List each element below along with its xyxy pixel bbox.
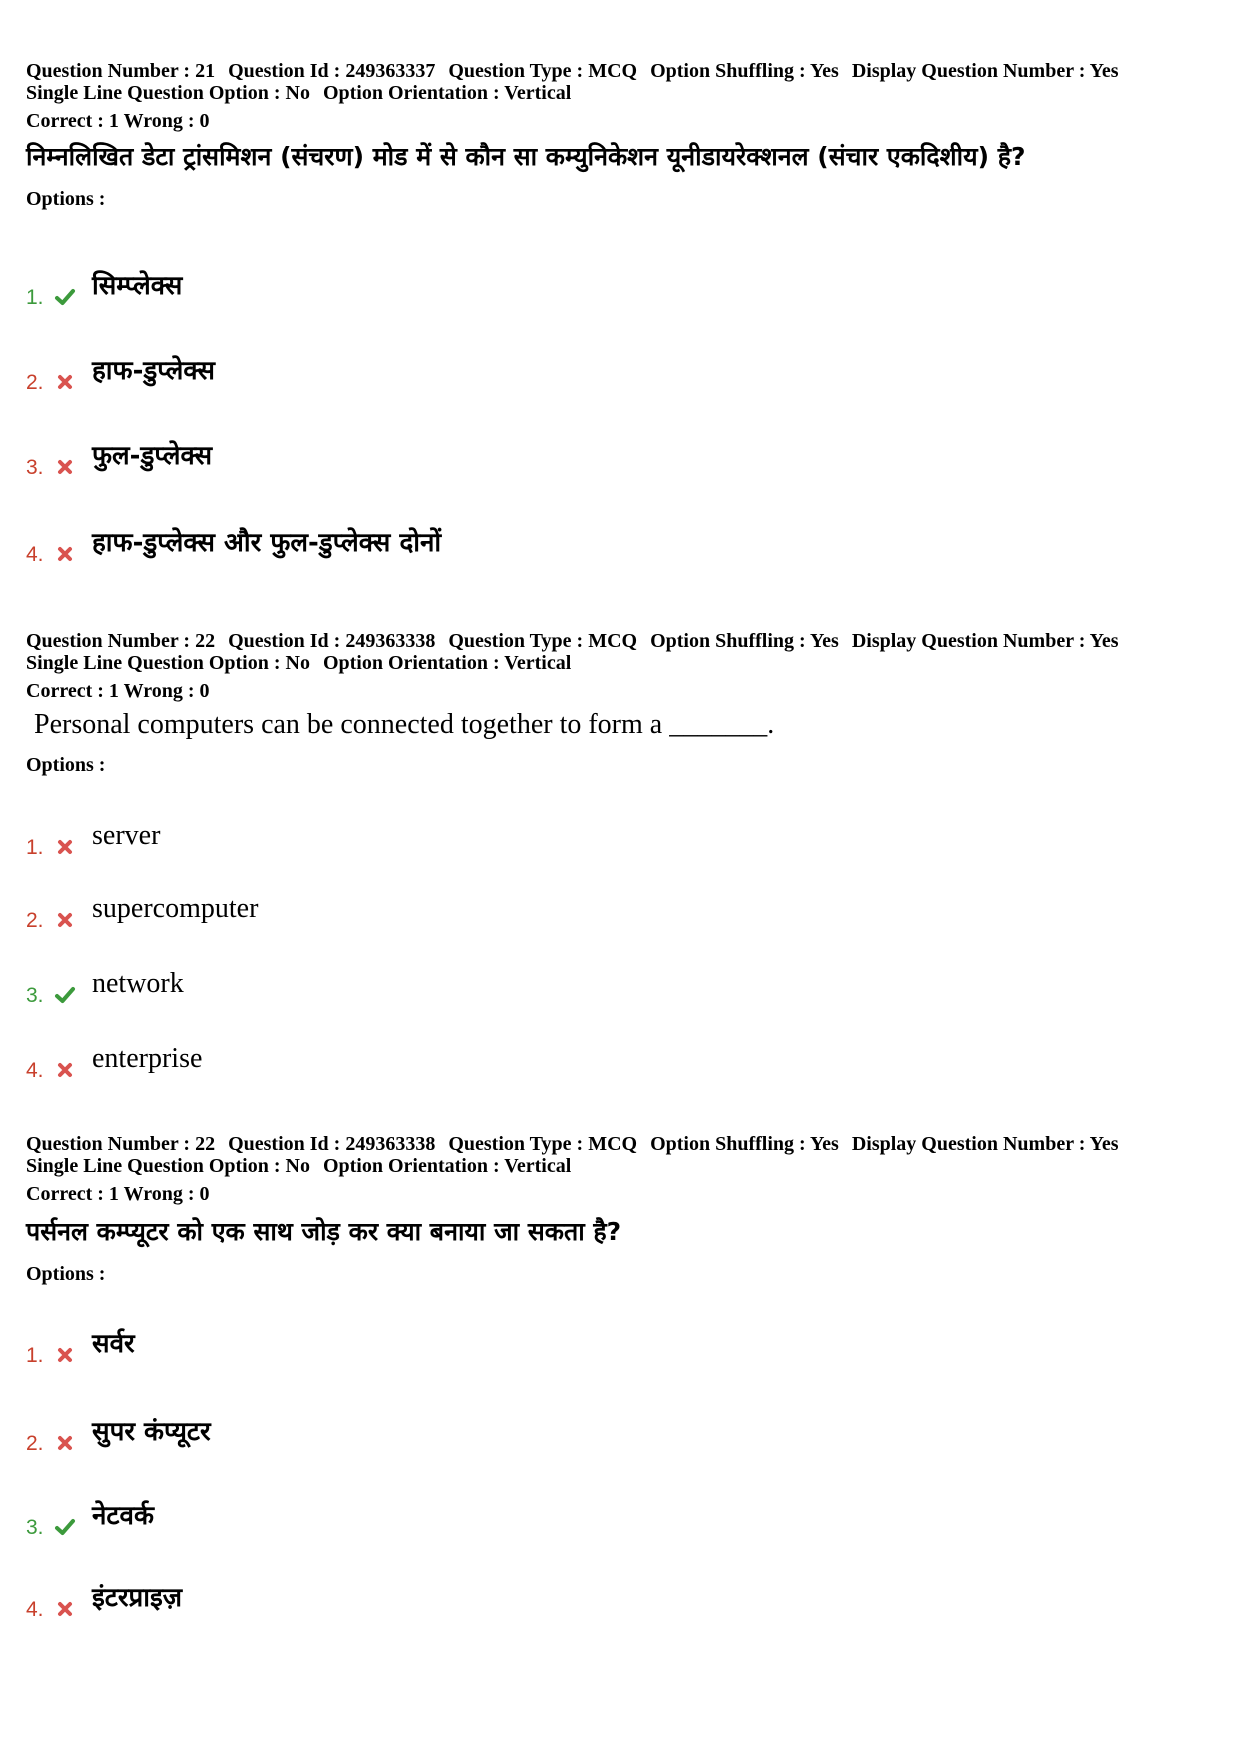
option-number: 2.	[26, 371, 44, 394]
option-text: enterprise	[92, 1043, 203, 1074]
option-number: 2.	[26, 1432, 44, 1455]
question-number-label: Question Number :	[26, 60, 191, 82]
options-label: Options :	[26, 188, 106, 210]
score-line	[26, 680, 1226, 702]
score-line	[26, 110, 1226, 132]
wrong-label: Wrong :	[123, 110, 195, 132]
option-orientation-value: Vertical	[504, 1155, 572, 1177]
question-type-label: Question Type :	[448, 60, 584, 82]
score-line	[26, 1183, 1226, 1205]
cross-icon	[54, 543, 76, 565]
option-orientation-label: Option Orientation :	[322, 82, 500, 104]
display-question-number-label: Display Question Number :	[851, 630, 1086, 652]
single-line-option-label: Single Line Question Option :	[26, 652, 281, 674]
question-type-label: Question Type :	[448, 1133, 584, 1155]
option-item	[26, 1328, 926, 1368]
question-number-label: Question Number :	[26, 1133, 191, 1155]
option-orientation-label: Option Orientation :	[322, 652, 500, 674]
display-question-number-value: Yes	[1089, 1133, 1119, 1155]
options-label: Options :	[26, 754, 106, 776]
option-item	[26, 968, 926, 1008]
question-block-3	[26, 1133, 1226, 1621]
option-number: 4.	[26, 1059, 44, 1082]
cross-icon	[54, 1059, 76, 1081]
option-text: supercomputer	[92, 893, 259, 924]
cross-icon	[54, 909, 76, 931]
correct-label: Correct :	[26, 1183, 104, 1205]
option-text: सिम्प्लेक्स	[92, 271, 183, 301]
correct-value: 1	[108, 110, 119, 132]
option-orientation-value: Vertical	[504, 82, 572, 104]
option-text: नेटवर्क	[92, 1501, 154, 1531]
option-number: 1.	[26, 1344, 44, 1367]
question-block-2	[26, 630, 1226, 1082]
question-type-label: Question Type :	[448, 630, 584, 652]
cross-icon	[54, 836, 76, 858]
option-text: सर्वर	[92, 1329, 135, 1359]
option-number: 1.	[26, 836, 44, 859]
question-id-label: Question Id :	[228, 60, 341, 82]
question-meta	[26, 1133, 1226, 1177]
question-number-label: Question Number :	[26, 630, 191, 652]
single-line-option-value: No	[285, 1155, 310, 1177]
question-id-value: 249363337	[345, 60, 436, 82]
option-shuffling-label: Option Shuffling :	[650, 630, 806, 652]
option-item	[26, 527, 926, 567]
cross-icon	[54, 371, 76, 393]
option-item	[26, 1582, 926, 1622]
question-type-value: MCQ	[588, 1133, 638, 1155]
question-number-value: 22	[195, 630, 216, 652]
correct-label: Correct :	[26, 680, 104, 702]
option-number: 4.	[26, 1598, 44, 1621]
single-line-option-label: Single Line Question Option :	[26, 82, 281, 104]
question-meta	[26, 630, 1226, 674]
option-number: 3.	[26, 456, 44, 479]
wrong-value: 0	[199, 110, 210, 132]
question-type-value: MCQ	[588, 60, 638, 82]
wrong-label: Wrong :	[123, 1183, 195, 1205]
question-text: निम्नलिखित डेटा ट्रांसमिशन (संचरण) मोड में से कौन सा कम्युनिकेशन यूनीडायरेक्शनल (संचार एकदिशीय) है?	[26, 142, 1026, 171]
correct-value: 1	[108, 680, 119, 702]
option-text: फुल-डुप्लेक्स	[92, 441, 213, 471]
check-icon	[54, 1516, 76, 1538]
question-number-value: 21	[195, 60, 216, 82]
option-shuffling-value: Yes	[809, 1133, 839, 1155]
option-orientation-value: Vertical	[504, 652, 572, 674]
option-text: network	[92, 968, 184, 999]
question-type-value: MCQ	[588, 630, 638, 652]
options-label: Options :	[26, 1263, 106, 1285]
question-id-value: 249363338	[345, 1133, 436, 1155]
display-question-number-value: Yes	[1089, 630, 1119, 652]
question-text: पर्सनल कम्प्यूटर को एक साथ जोड़ कर क्या बनाया जा सकता है?	[26, 1217, 622, 1246]
option-shuffling-value: Yes	[809, 60, 839, 82]
question-id-value: 249363338	[345, 630, 436, 652]
option-text: हाफ-डुप्लेक्स	[92, 356, 215, 386]
display-question-number-label: Display Question Number :	[851, 60, 1086, 82]
option-shuffling-value: Yes	[809, 630, 839, 652]
check-icon	[54, 286, 76, 308]
option-text: इंटरप्राइज़	[92, 1583, 183, 1613]
option-text: server	[92, 820, 161, 851]
question-number-value: 22	[195, 1133, 216, 1155]
question-id-label: Question Id :	[228, 1133, 341, 1155]
cross-icon	[54, 1344, 76, 1366]
option-number: 1.	[26, 286, 44, 309]
correct-label: Correct :	[26, 110, 104, 132]
option-shuffling-label: Option Shuffling :	[650, 60, 806, 82]
cross-icon	[54, 1598, 76, 1620]
wrong-value: 0	[199, 1183, 210, 1205]
single-line-option-value: No	[285, 652, 310, 674]
option-item	[26, 1416, 926, 1456]
option-text: सुपर कंप्यूटर	[92, 1417, 211, 1447]
option-number: 4.	[26, 543, 44, 566]
option-item	[26, 1043, 926, 1083]
option-item	[26, 893, 926, 933]
option-number: 2.	[26, 909, 44, 932]
option-item	[26, 1500, 926, 1540]
display-question-number-value: Yes	[1089, 60, 1119, 82]
cross-icon	[54, 1432, 76, 1454]
question-meta	[26, 60, 1226, 104]
wrong-value: 0	[199, 680, 210, 702]
question-text: Personal computers can be connected together to form a _______.	[34, 709, 775, 740]
check-icon	[54, 984, 76, 1006]
option-item	[26, 355, 926, 395]
question-id-label: Question Id :	[228, 630, 341, 652]
option-number: 3.	[26, 984, 44, 1007]
option-item	[26, 820, 926, 860]
single-line-option-value: No	[285, 82, 310, 104]
question-block-1	[26, 60, 1226, 566]
option-item	[26, 270, 926, 310]
option-shuffling-label: Option Shuffling :	[650, 1133, 806, 1155]
option-orientation-label: Option Orientation :	[322, 1155, 500, 1177]
correct-value: 1	[108, 1183, 119, 1205]
option-text: हाफ-डुप्लेक्स और फुल-डुप्लेक्स दोनों	[92, 528, 442, 558]
option-number: 3.	[26, 1516, 44, 1539]
display-question-number-label: Display Question Number :	[851, 1133, 1086, 1155]
single-line-option-label: Single Line Question Option :	[26, 1155, 281, 1177]
wrong-label: Wrong :	[123, 680, 195, 702]
cross-icon	[54, 456, 76, 478]
option-item	[26, 440, 926, 480]
